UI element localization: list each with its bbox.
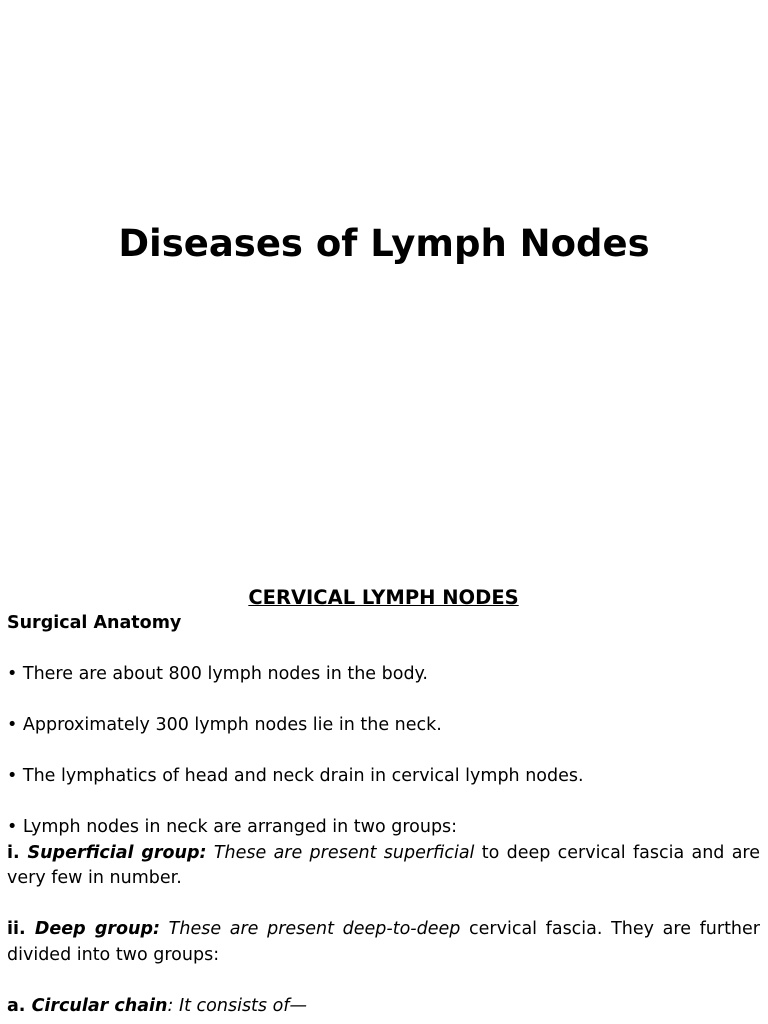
subheading-surgical-anatomy: Surgical Anatomy bbox=[7, 613, 182, 633]
spacer bbox=[7, 637, 760, 663]
section-heading: CERVICAL LYMPH NODES bbox=[248, 586, 519, 609]
bullet-lymphatics-drain: • The lymphatics of head and neck drain in cervical lymph nodes. bbox=[7, 766, 584, 786]
item-circular-chain bbox=[7, 994, 760, 1020]
item-deep-group bbox=[7, 917, 760, 968]
item-marker: ii. bbox=[7, 919, 35, 939]
spacer bbox=[7, 688, 760, 714]
item-marker: i. bbox=[7, 842, 28, 863]
item-superficial-group bbox=[7, 841, 760, 892]
spacer bbox=[7, 739, 760, 765]
item-italic-text: These are present superficial bbox=[206, 842, 475, 863]
item-term: Superficial group: bbox=[27, 842, 207, 863]
bullet-lymph-nodes-neck: • Approximately 300 lymph nodes lie in the neck. bbox=[7, 715, 442, 735]
item-term: Circular chain bbox=[31, 995, 168, 1016]
bullet-two-groups: • Lymph nodes in neck are arranged in two groups: bbox=[7, 817, 458, 837]
bullet-lymph-nodes-body: • There are about 800 lymph nodes in the body. bbox=[7, 664, 428, 684]
item-term: Deep group: bbox=[34, 919, 160, 939]
item-italic-text: : It consists of— bbox=[167, 995, 307, 1016]
item-text: to deep cervical fascia and are very few in number. bbox=[7, 842, 760, 888]
spacer bbox=[7, 892, 760, 918]
page-title: Diseases of Lymph Nodes bbox=[118, 222, 650, 265]
cervical-lymph-nodes-section bbox=[7, 584, 760, 1019]
item-italic-text: These are present deep-to-deep bbox=[160, 919, 461, 939]
item-text: cervical fascia. They are further divided into two groups: bbox=[7, 919, 760, 965]
spacer bbox=[7, 968, 760, 994]
spacer bbox=[7, 790, 760, 816]
item-marker: a. bbox=[7, 995, 32, 1016]
